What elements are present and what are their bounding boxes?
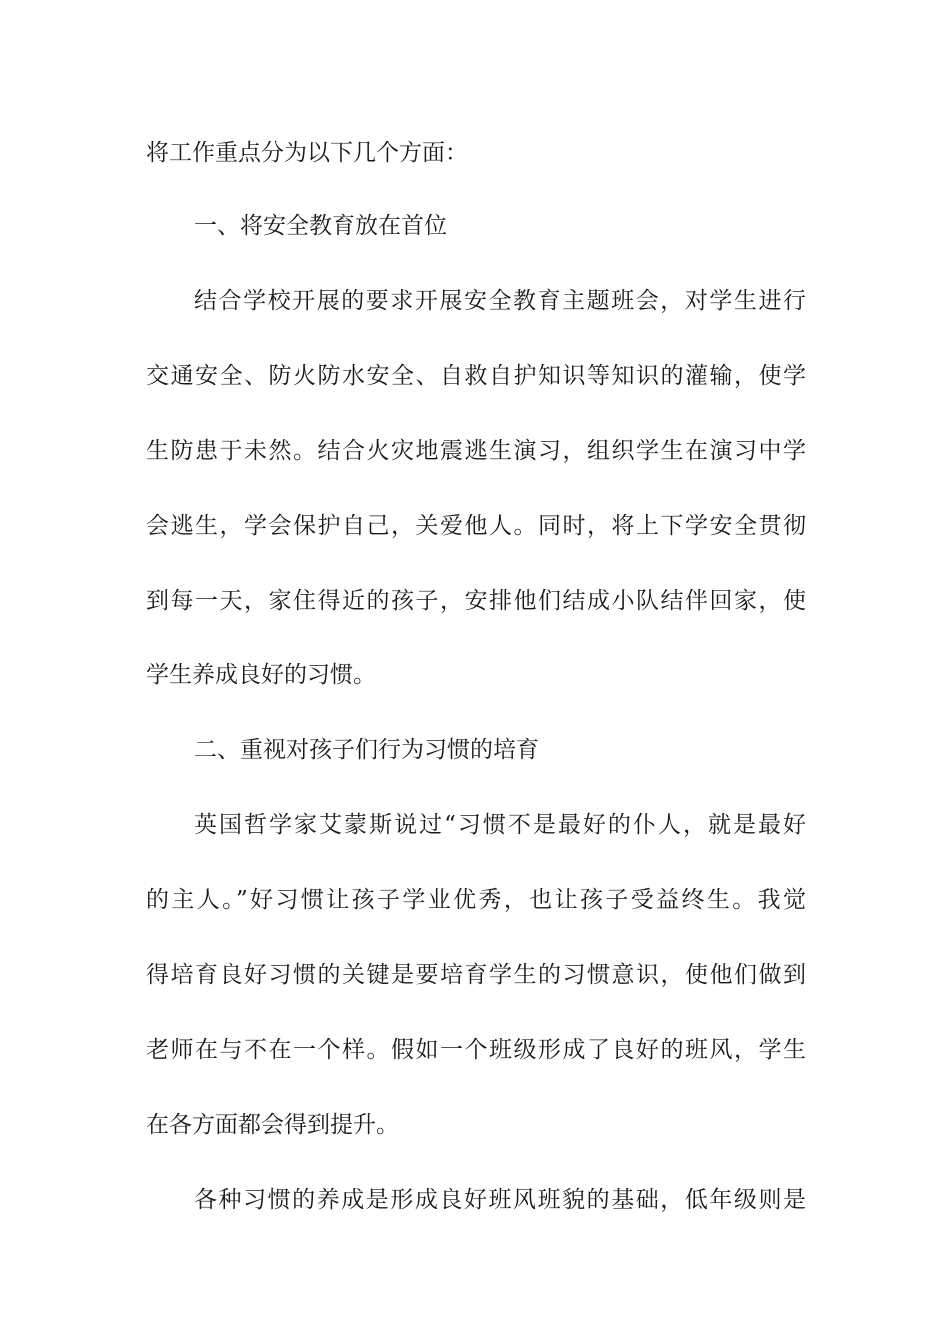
paragraph-1-line-2: 交通安全、防火防水安全、自救自护知识等知识的灌输，使学 — [146, 363, 806, 389]
paragraph-1-line-6: 学生养成良好的习惯。 — [146, 662, 376, 688]
paragraph-1-line-3: 生防患于未然。结合火灾地震逃生演习，组织学生在演习中学 — [146, 438, 806, 464]
paragraph-2-line-4: 老师在与不在一个样。假如一个班级形成了良好的班风，学生 — [146, 1037, 806, 1063]
paragraph-2-line-2: 的主人。”好习惯让孩子学业优秀，也让孩子受益终生。我觉 — [146, 887, 806, 913]
paragraph-2-line-3: 得培育良好习惯的关键是要培育学生的习惯意识，使他们做到 — [146, 962, 806, 988]
paragraph-2-line-1: 英国哲学家艾蒙斯说过“习惯不是最好的仆人，就是最好 — [194, 812, 806, 838]
paragraph-1-line-1: 结合学校开展的要求开展安全教育主题班会，对学生进行 — [194, 288, 806, 314]
intro-line: 将工作重点分为以下几个方面： — [146, 140, 468, 166]
paragraph-1-line-4: 会逃生，学会保护自己，关爱他人。同时，将上下学安全贯彻 — [146, 513, 806, 539]
paragraph-2-line-5: 在各方面都会得到提升。 — [146, 1112, 399, 1138]
section-heading-1: 一、将安全教育放在首位 — [194, 213, 447, 239]
paragraph-1-line-5: 到每一天，家住得近的孩子，安排他们结成小队结伴回家，使 — [146, 588, 806, 614]
section-heading-2: 二、重视对孩子们行为习惯的培育 — [194, 737, 539, 763]
paragraph-3-line-1: 各种习惯的养成是形成良好班风班貌的基础，低年级则是 — [194, 1187, 806, 1213]
